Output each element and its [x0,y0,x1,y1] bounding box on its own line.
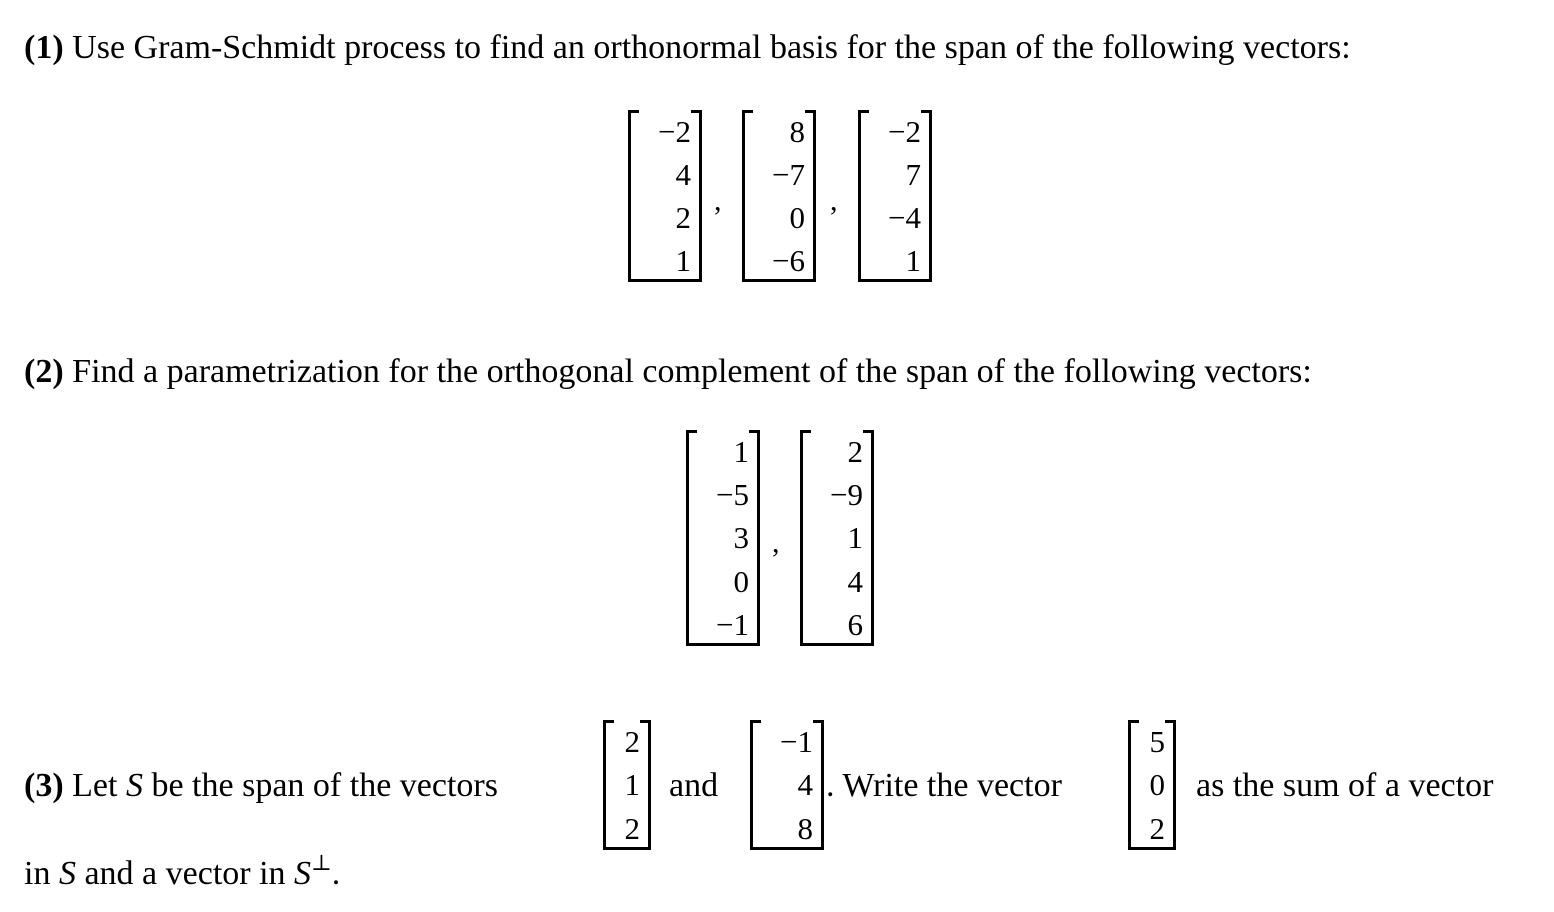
problem-3-text-d: as the sum of a vector [1196,767,1494,804]
matrix-entry: 4 [847,563,863,599]
perp-symbol: ⊥ [311,850,332,875]
p2-vector-2 [800,430,874,646]
problem-3-statement-part-1 [24,766,498,806]
problem-2-number: (2) [24,353,64,390]
set-S: S [125,767,143,804]
matrix-entry: −1 [780,724,813,760]
matrix-entry: −2 [658,114,691,149]
matrix-entry: 1 [624,767,640,803]
matrix-entry: 2 [624,724,640,760]
and-word: and [669,767,719,804]
final-period: . [331,855,341,892]
problem-1-statement [24,28,1351,68]
problem-3-number: (3) [24,767,64,804]
matrix-entry: 5 [1149,724,1165,760]
problem-3-statement-part-2 [24,850,341,897]
matrix-entry: 8 [789,114,805,149]
line2-b: and a vector in [75,855,295,892]
matrix-entry: 3 [733,520,749,556]
matrix-entry: 1 [733,434,749,470]
matrix-entry: −7 [772,157,805,192]
matrix-entry: −9 [830,477,863,513]
matrix-entry: 4 [797,767,813,803]
matrix-entry: −4 [888,200,921,235]
problem-2-text: Find a parametrization for the orthogonal complement of the span of the following vectors: [63,353,1312,390]
problem-3-text-c: . Write the vector [826,767,1062,804]
problem-1-number: (1) [24,29,64,66]
p3-vector-3 [1128,720,1176,850]
matrix-entry: 1 [847,520,863,556]
line2-a: in [24,855,59,892]
p1-comma-2: , [830,184,838,217]
matrix-entry: 2 [1149,810,1165,846]
matrix-entry: 7 [905,157,921,192]
p1-vector-1 [628,110,702,282]
problem-1-text: Use Gram-Schmidt process to find an orthonormal basis for the span of the following vectors: [63,29,1351,66]
matrix-entry: −5 [716,477,749,513]
p2-comma: , [772,526,780,559]
matrix-entry: 6 [847,606,863,642]
matrix-entry: 4 [675,157,691,192]
p3-vector-1 [603,720,651,850]
p1-vector-3 [858,110,932,282]
problem-2-statement [24,352,1312,392]
matrix-entry: 1 [675,243,691,278]
matrix-entry: 0 [1149,767,1165,803]
matrix-entry: −1 [716,606,749,642]
set-S-2: S [58,855,76,892]
matrix-entry: 0 [789,200,805,235]
matrix-entry: 2 [624,810,640,846]
matrix-entry: 8 [797,810,813,846]
p1-vector-2 [742,110,816,282]
problem-3-text-a: Let [63,767,126,804]
matrix-entry: 2 [847,434,863,470]
p3-vector-2 [750,720,824,850]
matrix-entry: −6 [772,243,805,278]
matrix-entry: 2 [675,200,691,235]
matrix-entry: −2 [888,114,921,149]
p1-comma-1: , [714,184,722,217]
set-S-3: S [294,855,312,892]
problem-3-text-b: be the span of the vectors [142,767,498,804]
matrix-entry: 1 [905,243,921,278]
p2-vector-1 [686,430,760,646]
matrix-entry: 0 [733,563,749,599]
